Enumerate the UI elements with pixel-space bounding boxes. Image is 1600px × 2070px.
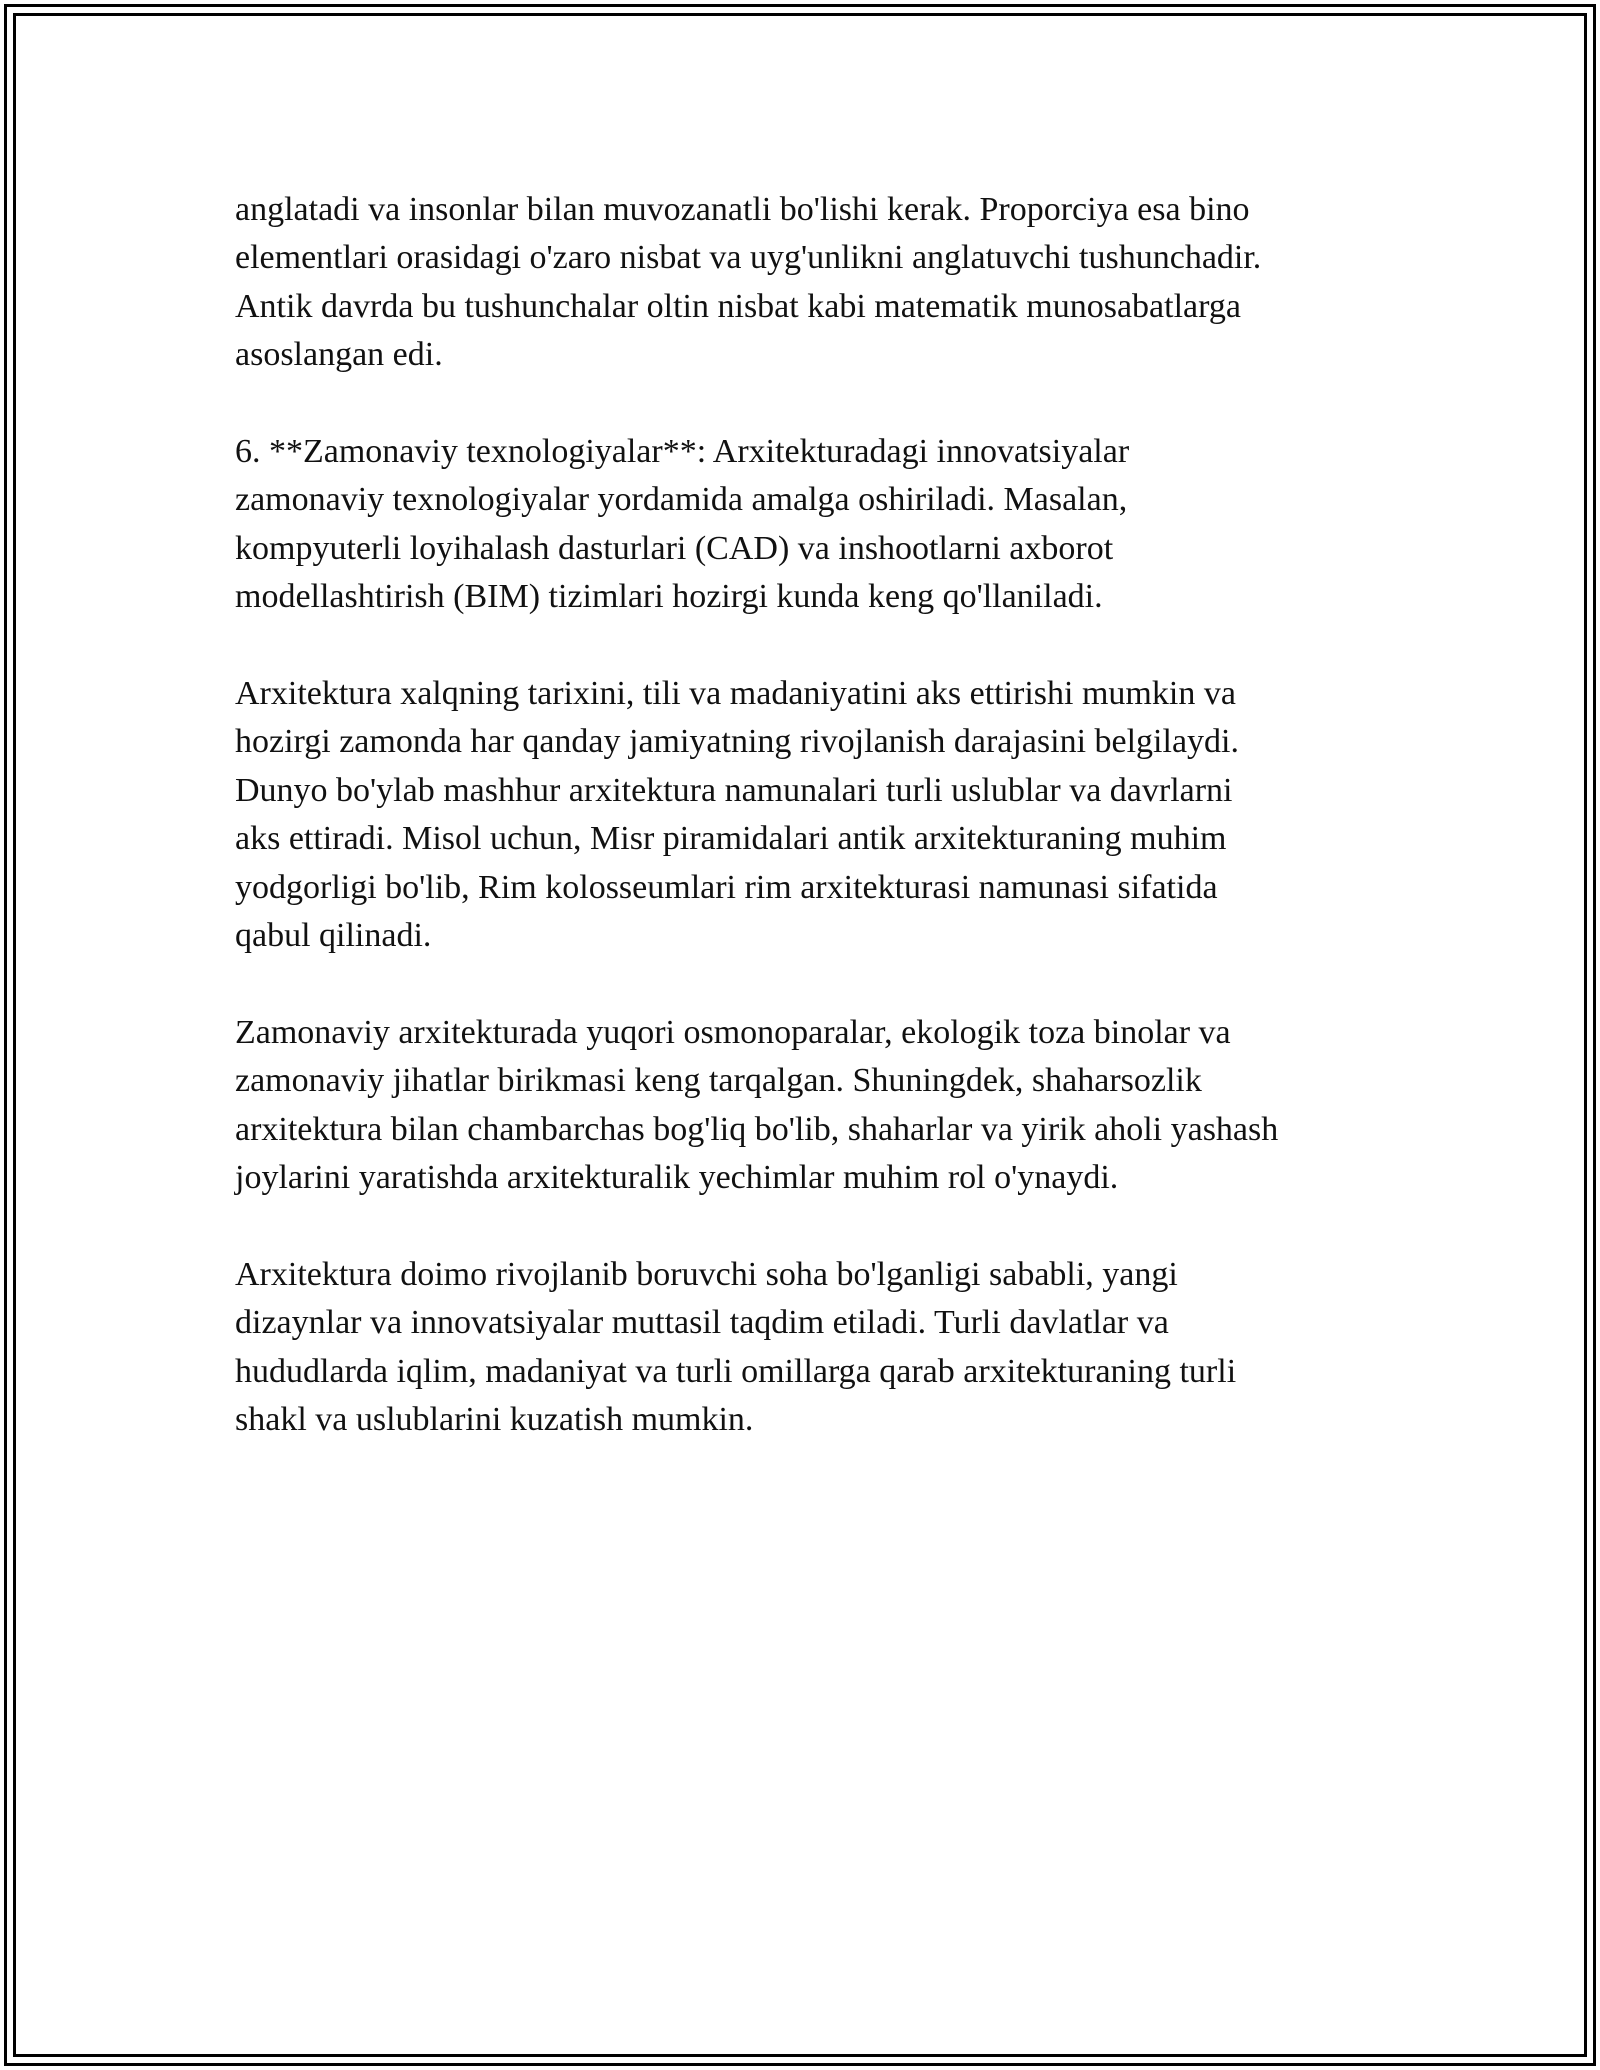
text-line: aks ettiradi. Misol uchun, Misr piramidalari antik arxitekturaning muhim (235, 820, 1227, 858)
text-line: Zamonaviy arxitekturada yuqori osmonoparalar, ekologik toza binolar va (235, 1013, 1231, 1051)
text-line: qabul qilinadi. (235, 917, 432, 955)
text-line: 6. **Zamonaviy texnologiyalar**: Arxitekturadagi innovatsiyalar (235, 433, 1130, 471)
text-line: dizaynlar va innovatsiyalar muttasil taqdim etiladi. Turli davlatlar va (235, 1304, 1169, 1342)
text-line: hozirgi zamonda har qanday jamiyatning rivojlanish darajasini belgilaydi. (235, 723, 1239, 761)
paragraph-modern-technologies (235, 428, 1375, 622)
text-line: joylarini yaratishda arxitekturalik yechimlar muhim rol o'ynaydi. (235, 1159, 1119, 1197)
document-body (235, 186, 1375, 1493)
text-line: elementlari orasidagi o'zaro nisbat va uyg'unlikni anglatuvchi tushunchadir. (235, 239, 1262, 277)
text-line: Arxitektura xalqning tarixini, tili va madaniyatini aks ettirishi mumkin va (235, 675, 1236, 713)
text-line: kompyuterli loyihalash dasturlari (CAD) va inshootlarni axborot (235, 529, 1114, 567)
paragraph-proportion (235, 186, 1375, 380)
text-line: arxitektura bilan chambarchas bog'liq bo'lib, shaharlar va yirik aholi yashash (235, 1110, 1279, 1148)
text-line: yodgorligi bo'lib, Rim kolosseumlari rim arxitekturasi namunasi sifatida (235, 868, 1218, 906)
text-line: Antik davrda bu tushunchalar oltin nisbat kabi matematik munosabatlarga (235, 287, 1241, 325)
text-line: modellashtirish (BIM) tizimlari hozirgi kunda keng qo'llaniladi. (235, 578, 1103, 616)
paragraph-evolving-field (235, 1251, 1375, 1445)
text-line: Dunyo bo'ylab mashhur arxitektura namunalari turli uslublar va davrlarni (235, 771, 1233, 809)
text-line: Arxitektura doimo rivojlanib boruvchi soha bo'lganligi sababli, yangi (235, 1255, 1178, 1293)
text-line: asoslangan edi. (235, 336, 443, 374)
paragraph-modern-architecture (235, 1009, 1375, 1203)
text-line: zamonaviy jihatlar birikmasi keng tarqalgan. Shuningdek, shaharsozlik (235, 1062, 1202, 1100)
text-line: anglatadi va insonlar bilan muvozanatli bo'lishi kerak. Proporciya esa bino (235, 191, 1250, 228)
paragraph-history-culture (235, 670, 1375, 960)
text-line: zamonaviy texnologiyalar yordamida amalga oshiriladi. Masalan, (235, 481, 1128, 519)
text-line: hududlarda iqlim, madaniyat va turli omillarga qarab arxitekturaning turli (235, 1352, 1237, 1390)
text-line: shakl va uslublarini kuzatish mumkin. (235, 1401, 754, 1439)
